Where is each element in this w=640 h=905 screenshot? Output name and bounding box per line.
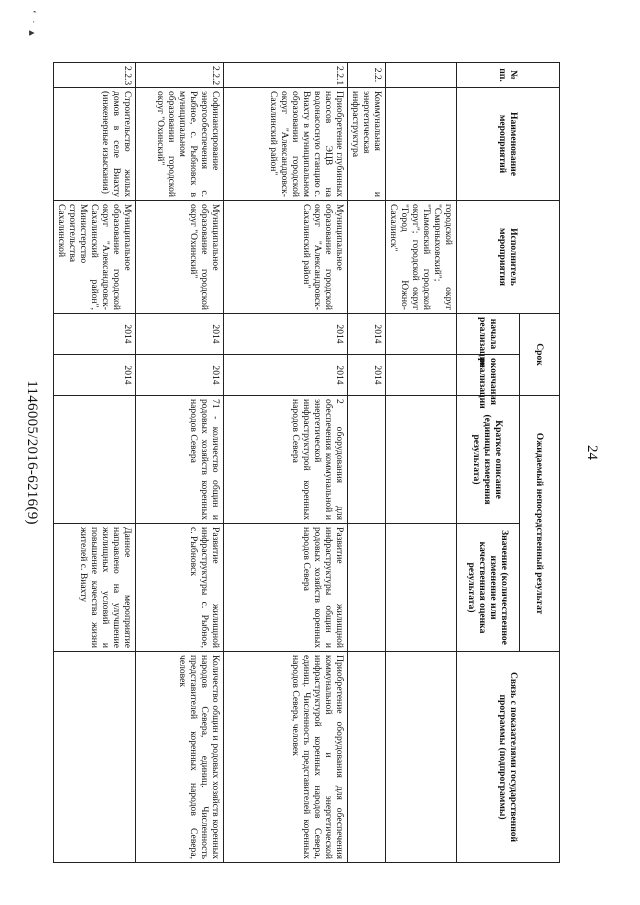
cell-executor: городской округ "Смирныховский"; "Тымовский городской округ"; городской округ "Город Южно-Сахалинск" (386, 201, 457, 314)
cell-end: 2014 (224, 355, 348, 396)
cell-num: 2.2.2 (136, 63, 224, 88)
cell-name (386, 88, 457, 201)
cell-end: 2014 (54, 355, 136, 396)
cell-num: 2.2. (348, 63, 386, 88)
header-num: № пп. (457, 63, 560, 88)
cell-brief: 71 - количество общин и родовых хозяйств коренных народов Севера (136, 396, 224, 524)
cell-value (348, 524, 386, 652)
cell-link (348, 652, 386, 863)
header-link: Связь с показателями государственной программы (подпрограммы) (457, 652, 560, 863)
cell-num: 2.2.3 (54, 63, 136, 88)
activities-table (53, 62, 560, 863)
table-row (54, 63, 136, 863)
cell-value: Развитие жилищной инфраструктуры с. Рыбное, с. Рыбновск (136, 524, 224, 652)
cell-value (386, 524, 457, 652)
cell-start: 2014 (54, 314, 136, 355)
header-brief: Краткое описание (единицы измерения результата) (457, 396, 520, 524)
cell-executor: Муниципальное образование городской округ "Александровск-Сахалинский район", Министерство строительства Сахалинской (54, 201, 136, 314)
cell-name: Софинансирование энергообеспечения с. Рыбное, с. Рыбновск в муниципальном образовании городской округ "Охинский" (136, 88, 224, 201)
cell-link: Количество общин и родовых хозяйств коренных народов Севера, единиц. Численность представителей коренных народов Севера, человек (136, 652, 224, 863)
header-expected: Ожидаемый непосредственный результат (520, 396, 560, 652)
cell-executor: Муниципальное образование городской округ "Охинский" (136, 201, 224, 314)
page-number: 24 (584, 445, 600, 460)
cell-start: 2014 (136, 314, 224, 355)
header-term-start: начала реализации (457, 314, 520, 355)
document-code: 1146005/2016-6216(9) (24, 380, 40, 525)
table-row (136, 63, 224, 863)
cell-brief: 2 оборудования для обеспечения коммунальной и энергетической инфраструктурой коренных народов Севера (224, 396, 348, 524)
cell-brief (348, 396, 386, 524)
cell-num: 2.2.1 (224, 63, 348, 88)
cell-end: 2014 (348, 355, 386, 396)
cell-link (54, 652, 136, 863)
cell-end (386, 355, 457, 396)
header-value: Значение (количественное изменение или качественная оценка результата) (457, 524, 520, 652)
cell-name: Приобретение глубинных насосов ЭЦВ на водонасосную станцию с. Виахту в муниципальном образовании городской округ "Александровск-Сахалинский район" (224, 88, 348, 201)
table-row (348, 63, 386, 863)
header-name: Наименование мероприятий (457, 88, 560, 201)
table-header-row (520, 63, 560, 863)
scan-marks: ʻ ˑ ▴ (26, 10, 38, 38)
cell-num (386, 63, 457, 88)
cell-brief (54, 396, 136, 524)
table-row (224, 63, 348, 863)
cell-brief (386, 396, 457, 524)
table-row (386, 63, 457, 863)
cell-name: Коммунальная и энергетическая инфраструктура (348, 88, 386, 201)
cell-name: Строительство жилых домов в селе Виахту (инженерные изыскания) (54, 88, 136, 201)
cell-value: Развитие жилищной инфраструктуры общин и родовых хозяйств коренных народов Севера (224, 524, 348, 652)
cell-start: 2014 (348, 314, 386, 355)
cell-start: 2014 (224, 314, 348, 355)
cell-link: Приобретение оборудования для обеспечения коммунальной и энергетической инфраструктурой коренных народов Севера, единиц. Численность представителей коренных народов Севера, человек (224, 652, 348, 863)
cell-link (386, 652, 457, 863)
header-term-end: окончания реализации (457, 355, 520, 396)
cell-end: 2014 (136, 355, 224, 396)
cell-value: Данное мероприятие направлено на улучшение жилищных условий и повышение качества жизни жителей с. Виахту (54, 524, 136, 652)
header-term: Срок (520, 314, 560, 396)
header-executor: Исполнитель мероприятия (457, 201, 560, 314)
cell-executor: Муниципальное образование городской округ "Александровск-Сахалинский район" (224, 201, 348, 314)
cell-start (386, 314, 457, 355)
cell-executor (348, 201, 386, 314)
